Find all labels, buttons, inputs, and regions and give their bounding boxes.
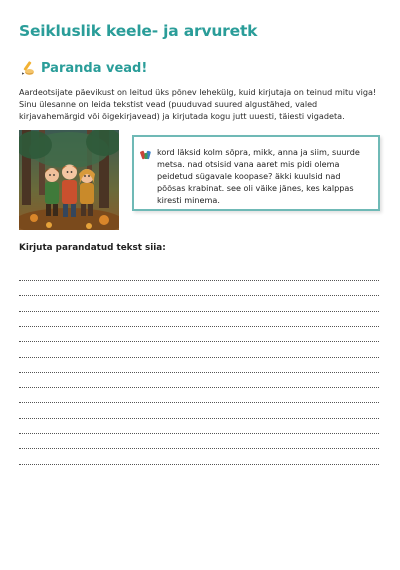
story-text-box bbox=[132, 135, 380, 211]
answer-line[interactable] bbox=[19, 295, 379, 296]
answer-line[interactable] bbox=[19, 464, 379, 465]
three-kids-in-forest-illustration bbox=[19, 130, 119, 230]
page-title: Seikluslik keele- ja arvuretk bbox=[19, 22, 258, 40]
writing-hand-icon bbox=[19, 60, 35, 76]
story-row bbox=[19, 130, 381, 230]
answer-line[interactable] bbox=[19, 341, 379, 342]
answer-label: Kirjuta parandatud tekst siia: bbox=[19, 243, 166, 253]
marker-icon bbox=[139, 147, 153, 161]
answer-line[interactable] bbox=[19, 433, 379, 434]
story-text: kord läksid kolm sõpra, mikk, anna ja siim, suurde metsa. nad otsisid vana aaret mis pidi olema peidetud sügavale koopase? äkki kuulsid nad põõsas krabinat. see oli väike jänes, kes kalppas kiresti minema. bbox=[157, 147, 360, 205]
section-title: Paranda vead! bbox=[41, 60, 148, 76]
answer-line[interactable] bbox=[19, 372, 379, 373]
answer-line[interactable] bbox=[19, 326, 379, 327]
instructions-text: Aardeotsijate päevikust on leitud üks põnev lehekülg, kuid kirjutaja on teinud mitu viga! Sinu ülesanne on leida tekstist vead (puuduvad suured algustähed, valed kirjavahemärgid või õigekirjavead) ja kirjutada kogu jutt uuesti, täiesti vigadeta. bbox=[19, 87, 377, 121]
answer-line[interactable] bbox=[19, 311, 379, 312]
answer-line[interactable] bbox=[19, 418, 379, 419]
answer-line[interactable] bbox=[19, 402, 379, 403]
section-header bbox=[19, 60, 147, 76]
answer-line[interactable] bbox=[19, 387, 379, 388]
answer-line[interactable] bbox=[19, 280, 379, 281]
answer-line[interactable] bbox=[19, 448, 379, 449]
answer-line[interactable] bbox=[19, 357, 379, 358]
